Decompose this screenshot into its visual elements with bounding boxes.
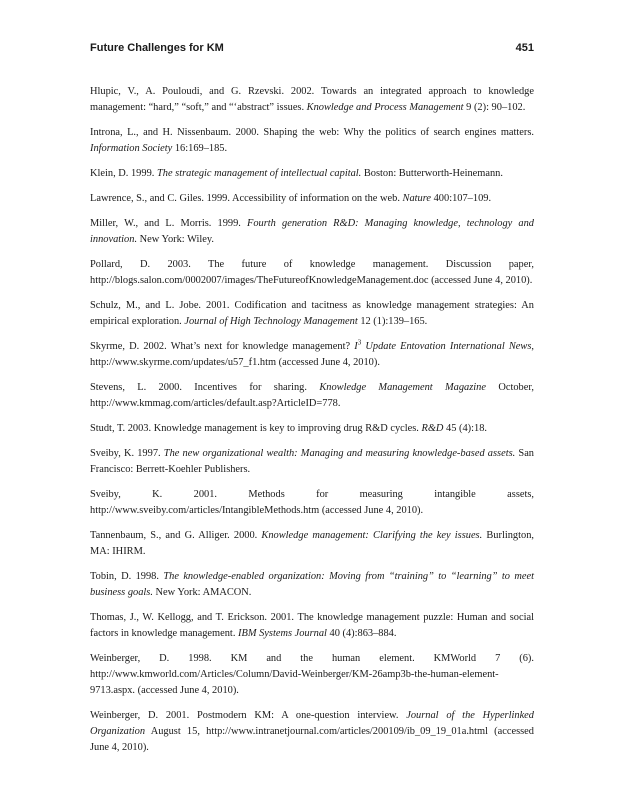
reference-text-i: Journal of High Technology Management <box>184 316 358 327</box>
reference-text-a: Thomas, J., W. Kellogg, and T. Erickson. 2001. The knowledge management puzzle: Human and social factors in knowledge management. <box>90 612 534 639</box>
reference-entry <box>90 380 534 412</box>
reference-entry <box>90 487 534 519</box>
page-number: 451 <box>515 42 534 54</box>
reference-text-b: New York: AMACON. <box>152 587 252 598</box>
reference-entry <box>90 528 534 560</box>
reference-text-b: 12 (1):139–165. <box>357 316 428 327</box>
chapter-title: Future Challenges for KM <box>90 42 224 54</box>
reference-entry <box>90 339 534 371</box>
reference-text-i: Knowledge and Process Management <box>306 102 464 113</box>
reference-text-b: August 15, http://www.intranetjournal.com/articles/200109/ib_09_19_01a.html (accessed June 4, 2010). <box>90 726 534 753</box>
reference-text-b: 45 (4):18. <box>443 423 488 434</box>
reference-text-i2: Update Entovation International News <box>361 341 532 352</box>
reference-text-b: October, http://www.kmmag.com/articles/default.asp?ArticleID=778. <box>90 382 534 409</box>
reference-text-a: Pollard, D. 2003. The future of knowledge management. Discussion paper, http://blogs.salon.com/0002007/images/TheFutureofKnowledgeManagement.doc (accessed June 4, 2010). <box>90 259 534 286</box>
reference-entry <box>90 421 534 437</box>
reference-text-i: Journal of the Hyperlinked Organization <box>90 710 534 737</box>
reference-text-b: New York: Wiley. <box>137 234 214 245</box>
reference-text-a: Klein, D. 1999. <box>90 168 157 179</box>
reference-entry <box>90 257 534 289</box>
reference-text-b: 400:107–109. <box>431 193 492 204</box>
reference-text-i: Knowledge management: Clarifying the key issues. <box>261 530 483 541</box>
reference-text-i: The strategic management of intellectual capital. <box>156 168 362 179</box>
reference-list <box>90 84 534 765</box>
reference-entry <box>90 569 534 601</box>
reference-text-i: Information Society <box>90 143 173 154</box>
reference-entry <box>90 166 534 182</box>
reference-entry <box>90 651 534 699</box>
reference-text-i: I <box>354 341 358 352</box>
reference-text-a: Lawrence, S., and C. Giles. 1999. Accessibility of information on the web. <box>90 193 403 204</box>
reference-text-a: Schulz, M., and L. Jobe. 2001. Codification and tacitness as knowledge management strategies: An empirical exploration. <box>90 300 534 327</box>
reference-text-a: Sveiby, K. 2001. Methods for measuring intangible assets, http://www.sveiby.com/articles/IntangibleMethods.htm (accessed June 4, 2010). <box>90 489 534 516</box>
reference-text-i: R&D <box>421 423 444 434</box>
reference-text-a: Weinberger, D. 1998. KM and the human element. KMWorld 7 (6). http://www.kmworld.com/Articles/Column/David-Weinberger/KM-26amp3b-the-human-element-9713.aspx. (accessed June 4, 2010). <box>90 653 534 696</box>
reference-text-b: 16:169–185. <box>172 143 228 154</box>
reference-text-a: Introna, L., and H. Nissenbaum. 2000. Shaping the web: Why the politics of search engines matters. <box>90 127 534 138</box>
running-header <box>90 40 534 58</box>
reference-text-i: The new organizational wealth: Managing and measuring knowledge-based assets. <box>163 448 516 459</box>
reference-text-a: Sveiby, K. 1997. <box>90 448 164 459</box>
reference-text-i: Nature <box>402 193 432 204</box>
reference-entry <box>90 125 534 157</box>
reference-text-sup: 3 <box>357 338 362 347</box>
reference-text-b: Burlington, MA: IHIRM. <box>90 530 534 557</box>
reference-text-b: Boston: Butterworth-Heinemann. <box>361 168 503 179</box>
reference-text-a: Miller, W., and L. Morris. 1999. <box>90 218 248 229</box>
reference-text-a: Hlupic, V., A. Pouloudi, and G. Rzevski. 2002. Towards an integrated approach to knowledge management: “hard,” “soft,” and “‘abstract” issues. <box>90 86 534 113</box>
reference-text-b: San Francisco: Berrett-Koehler Publishers. <box>90 448 534 475</box>
reference-text-i: IBM Systems Journal <box>238 628 327 639</box>
reference-text-i: Fourth generation R&D: Managing knowledge, technology and innovation. <box>90 218 534 245</box>
reference-text-b: 9 (2): 90–102. <box>463 102 526 113</box>
reference-text-a: Weinberger, D. 2001. Postmodern KM: A one-question interview. <box>90 710 407 721</box>
reference-text-a: Tannenbaum, S., and G. Alliger. 2000. <box>90 530 262 541</box>
reference-text-i: The knowledge-enabled organization: Moving from “training” to “learning” to meet business goals. <box>90 571 534 598</box>
reference-text-a: Tobin, D. 1998. <box>90 571 164 582</box>
reference-text-i: Knowledge Management Magazine <box>319 382 486 393</box>
reference-entry <box>90 298 534 330</box>
reference-text-a: Studt, T. 2003. Knowledge management is key to improving drug R&D cycles. <box>90 423 422 434</box>
reference-text-b: 40 (4):863–884. <box>326 628 397 639</box>
reference-entry <box>90 610 534 642</box>
reference-entry <box>90 191 534 207</box>
reference-entry <box>90 216 534 248</box>
reference-text-a: Stevens, L. 2000. Incentives for sharing. <box>90 382 320 393</box>
reference-entry <box>90 446 534 478</box>
reference-text-a: Skyrme, D. 2002. What’s next for knowledge management? <box>90 341 355 352</box>
reference-entry <box>90 708 534 756</box>
reference-entry <box>90 84 534 116</box>
reference-text-b: , http://www.skyrme.com/updates/u57_f1.htm (accessed June 4, 2010). <box>90 341 534 368</box>
